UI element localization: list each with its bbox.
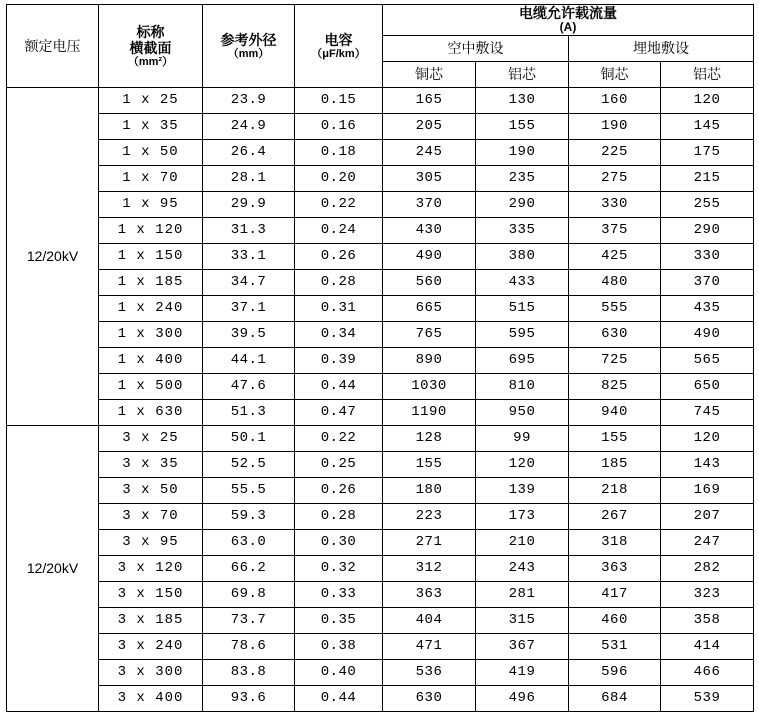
table-row: [7, 295, 754, 321]
cell-reference-diameter: 29.9: [203, 191, 295, 217]
cell-air-aluminum: 695: [476, 347, 569, 373]
cell-nominal-section: 1 x 95: [99, 191, 203, 217]
cell-air-aluminum: 235: [476, 165, 569, 191]
cell-buried-copper: 190: [569, 113, 661, 139]
cell-air-aluminum: 190: [476, 139, 569, 165]
cell-buried-copper: 218: [569, 477, 661, 503]
cell-reference-diameter: 23.9: [203, 87, 295, 113]
cell-buried-aluminum: 539: [661, 685, 754, 711]
cell-air-aluminum: 950: [476, 399, 569, 425]
cell-buried-aluminum: 466: [661, 659, 754, 685]
header-ampacity: [383, 5, 754, 36]
cell-nominal-section: 3 x 400: [99, 685, 203, 711]
cell-capacitance: 0.15: [295, 87, 383, 113]
cable-specification-table: [6, 4, 754, 712]
cell-reference-diameter: 73.7: [203, 607, 295, 633]
cell-nominal-section: 1 x 70: [99, 165, 203, 191]
cell-buried-copper: 155: [569, 425, 661, 451]
table-row: [7, 425, 754, 451]
cell-air-aluminum: 419: [476, 659, 569, 685]
cell-air-aluminum: 173: [476, 503, 569, 529]
header-buried-aluminum: 铝芯: [661, 61, 754, 87]
cell-buried-copper: 425: [569, 243, 661, 269]
cell-reference-diameter: 26.4: [203, 139, 295, 165]
cell-capacitance: 0.44: [295, 373, 383, 399]
cell-buried-copper: 460: [569, 607, 661, 633]
cell-nominal-section: 1 x 120: [99, 217, 203, 243]
cell-nominal-section: 3 x 150: [99, 581, 203, 607]
cell-air-aluminum: 433: [476, 269, 569, 295]
cell-capacitance: 0.40: [295, 659, 383, 685]
table-row: [7, 581, 754, 607]
cell-nominal-section: 1 x 400: [99, 347, 203, 373]
table-row: [7, 139, 754, 165]
cell-air-aluminum: 120: [476, 451, 569, 477]
table-row: [7, 113, 754, 139]
cell-air-copper: 245: [383, 139, 476, 165]
cell-nominal-section: 3 x 35: [99, 451, 203, 477]
rated-voltage-cell: 12/20kV: [7, 87, 99, 425]
cell-air-copper: 890: [383, 347, 476, 373]
cell-buried-aluminum: 435: [661, 295, 754, 321]
cell-capacitance: 0.38: [295, 633, 383, 659]
cell-buried-copper: 160: [569, 87, 661, 113]
cell-reference-diameter: 34.7: [203, 269, 295, 295]
header-air-copper: 铜芯: [383, 61, 476, 87]
cell-buried-copper: 363: [569, 555, 661, 581]
table-row: [7, 269, 754, 295]
cell-air-copper: 471: [383, 633, 476, 659]
cell-buried-aluminum: 290: [661, 217, 754, 243]
cell-capacitance: 0.35: [295, 607, 383, 633]
cell-buried-copper: 684: [569, 685, 661, 711]
header-group-buried: 埋地敷设: [569, 35, 754, 61]
cell-nominal-section: 1 x 300: [99, 321, 203, 347]
cell-buried-aluminum: 175: [661, 139, 754, 165]
table-row: [7, 659, 754, 685]
cell-reference-diameter: 52.5: [203, 451, 295, 477]
cell-air-aluminum: 99: [476, 425, 569, 451]
cell-buried-aluminum: 120: [661, 425, 754, 451]
cell-nominal-section: 3 x 185: [99, 607, 203, 633]
cell-reference-diameter: 37.1: [203, 295, 295, 321]
cell-capacitance: 0.26: [295, 243, 383, 269]
cell-air-copper: 404: [383, 607, 476, 633]
cell-nominal-section: 1 x 240: [99, 295, 203, 321]
cell-air-copper: 155: [383, 451, 476, 477]
cell-reference-diameter: 55.5: [203, 477, 295, 503]
cell-air-aluminum: 243: [476, 555, 569, 581]
cell-buried-copper: 825: [569, 373, 661, 399]
table-row: [7, 321, 754, 347]
header-ampacity-unit: (A): [559, 20, 577, 35]
cell-air-copper: 165: [383, 87, 476, 113]
cell-nominal-section: 1 x 50: [99, 139, 203, 165]
cell-buried-copper: 480: [569, 269, 661, 295]
header-capacitance: [295, 5, 383, 88]
cell-buried-copper: 596: [569, 659, 661, 685]
header-buried-copper: 铜芯: [569, 61, 661, 87]
header-ampacity-label: 电缆允许载流量: [519, 5, 617, 21]
cell-air-aluminum: 380: [476, 243, 569, 269]
cell-nominal-section: 3 x 95: [99, 529, 203, 555]
cell-buried-copper: 275: [569, 165, 661, 191]
cell-air-copper: 765: [383, 321, 476, 347]
cell-buried-copper: 330: [569, 191, 661, 217]
header-nominal-section-unit: （mm²）: [127, 55, 174, 68]
cell-air-aluminum: 210: [476, 529, 569, 555]
cell-air-copper: 490: [383, 243, 476, 269]
cell-reference-diameter: 50.1: [203, 425, 295, 451]
cell-reference-diameter: 59.3: [203, 503, 295, 529]
cell-buried-aluminum: 169: [661, 477, 754, 503]
cell-air-copper: 363: [383, 581, 476, 607]
cell-air-copper: 370: [383, 191, 476, 217]
cell-air-aluminum: 281: [476, 581, 569, 607]
cell-air-copper: 536: [383, 659, 476, 685]
cell-air-copper: 630: [383, 685, 476, 711]
cell-buried-copper: 725: [569, 347, 661, 373]
cell-air-copper: 430: [383, 217, 476, 243]
cell-buried-copper: 185: [569, 451, 661, 477]
cell-buried-aluminum: 330: [661, 243, 754, 269]
cell-capacitance: 0.24: [295, 217, 383, 243]
cell-air-copper: 560: [383, 269, 476, 295]
cell-air-aluminum: 810: [476, 373, 569, 399]
cell-nominal-section: 1 x 185: [99, 269, 203, 295]
table-row: [7, 451, 754, 477]
cell-reference-diameter: 63.0: [203, 529, 295, 555]
cell-capacitance: 0.25: [295, 451, 383, 477]
cell-buried-copper: 630: [569, 321, 661, 347]
table-row: [7, 477, 754, 503]
cell-air-aluminum: 515: [476, 295, 569, 321]
cell-capacitance: 0.44: [295, 685, 383, 711]
cell-buried-copper: 267: [569, 503, 661, 529]
cell-buried-copper: 225: [569, 139, 661, 165]
cell-buried-aluminum: 143: [661, 451, 754, 477]
table-row: [7, 165, 754, 191]
table-row: [7, 243, 754, 269]
table-row: [7, 555, 754, 581]
cell-capacitance: 0.28: [295, 269, 383, 295]
cell-nominal-section: 1 x 500: [99, 373, 203, 399]
table-row: [7, 529, 754, 555]
cell-buried-aluminum: 215: [661, 165, 754, 191]
cell-reference-diameter: 28.1: [203, 165, 295, 191]
cell-air-copper: 223: [383, 503, 476, 529]
header-capacitance-unit: （μF/km）: [311, 47, 366, 60]
cell-buried-aluminum: 282: [661, 555, 754, 581]
cell-buried-copper: 318: [569, 529, 661, 555]
cell-buried-copper: 417: [569, 581, 661, 607]
cell-air-copper: 665: [383, 295, 476, 321]
header-rated-voltage: 额定电压: [7, 5, 99, 88]
cell-air-aluminum: 367: [476, 633, 569, 659]
cell-nominal-section: 3 x 50: [99, 477, 203, 503]
cell-reference-diameter: 93.6: [203, 685, 295, 711]
table-row: [7, 191, 754, 217]
cell-reference-diameter: 51.3: [203, 399, 295, 425]
cell-nominal-section: 3 x 120: [99, 555, 203, 581]
cell-air-aluminum: 496: [476, 685, 569, 711]
cell-capacitance: 0.34: [295, 321, 383, 347]
cell-capacitance: 0.30: [295, 529, 383, 555]
table-header: [7, 5, 754, 88]
header-air-aluminum: 铝芯: [476, 61, 569, 87]
header-nominal-section-line2: 横截面: [129, 39, 172, 56]
header-reference-diameter: [203, 5, 295, 88]
cell-buried-copper: 940: [569, 399, 661, 425]
cell-nominal-section: 1 x 35: [99, 113, 203, 139]
table-row: [7, 87, 754, 113]
cell-nominal-section: 1 x 630: [99, 399, 203, 425]
cell-reference-diameter: 47.6: [203, 373, 295, 399]
cell-air-aluminum: 315: [476, 607, 569, 633]
cell-reference-diameter: 78.6: [203, 633, 295, 659]
cell-capacitance: 0.18: [295, 139, 383, 165]
header-row-1: [7, 5, 754, 36]
cell-capacitance: 0.22: [295, 425, 383, 451]
cell-air-aluminum: 139: [476, 477, 569, 503]
cell-buried-copper: 531: [569, 633, 661, 659]
header-nominal-section: [99, 5, 203, 88]
cell-buried-aluminum: 414: [661, 633, 754, 659]
header-nominal-section-line1: 标称: [136, 23, 165, 40]
table-row: [7, 399, 754, 425]
cell-capacitance: 0.28: [295, 503, 383, 529]
cell-air-copper: 1030: [383, 373, 476, 399]
cell-air-copper: 180: [383, 477, 476, 503]
cell-reference-diameter: 44.1: [203, 347, 295, 373]
cell-air-copper: 1190: [383, 399, 476, 425]
cell-buried-aluminum: 745: [661, 399, 754, 425]
cell-reference-diameter: 33.1: [203, 243, 295, 269]
cell-air-copper: 271: [383, 529, 476, 555]
cell-buried-aluminum: 565: [661, 347, 754, 373]
cell-reference-diameter: 24.9: [203, 113, 295, 139]
cell-nominal-section: 3 x 240: [99, 633, 203, 659]
cell-air-aluminum: 130: [476, 87, 569, 113]
table-row: [7, 607, 754, 633]
cell-buried-aluminum: 207: [661, 503, 754, 529]
header-group-air: 空中敷设: [383, 35, 569, 61]
cell-reference-diameter: 83.8: [203, 659, 295, 685]
rated-voltage-cell: 12/20kV: [7, 425, 99, 711]
cell-nominal-section: 1 x 150: [99, 243, 203, 269]
table-row: [7, 217, 754, 243]
cell-buried-aluminum: 120: [661, 87, 754, 113]
cell-air-copper: 305: [383, 165, 476, 191]
cell-buried-aluminum: 490: [661, 321, 754, 347]
cell-buried-aluminum: 370: [661, 269, 754, 295]
table-row: [7, 373, 754, 399]
table-row: [7, 685, 754, 711]
cell-buried-aluminum: 358: [661, 607, 754, 633]
cell-capacitance: 0.39: [295, 347, 383, 373]
header-capacitance-label: 电容: [324, 31, 353, 48]
cell-capacitance: 0.32: [295, 555, 383, 581]
cell-capacitance: 0.20: [295, 165, 383, 191]
cell-nominal-section: 3 x 300: [99, 659, 203, 685]
cell-reference-diameter: 31.3: [203, 217, 295, 243]
cell-buried-copper: 375: [569, 217, 661, 243]
header-reference-diameter-unit: （mm）: [227, 47, 270, 60]
cell-reference-diameter: 66.2: [203, 555, 295, 581]
cell-capacitance: 0.33: [295, 581, 383, 607]
cell-capacitance: 0.31: [295, 295, 383, 321]
cell-buried-copper: 555: [569, 295, 661, 321]
cell-air-aluminum: 290: [476, 191, 569, 217]
cell-capacitance: 0.16: [295, 113, 383, 139]
cell-nominal-section: 3 x 70: [99, 503, 203, 529]
cell-capacitance: 0.26: [295, 477, 383, 503]
table-body: [7, 87, 754, 711]
cell-reference-diameter: 39.5: [203, 321, 295, 347]
table-row: [7, 503, 754, 529]
cell-nominal-section: 3 x 25: [99, 425, 203, 451]
cell-air-copper: 312: [383, 555, 476, 581]
cell-nominal-section: 1 x 25: [99, 87, 203, 113]
cell-buried-aluminum: 323: [661, 581, 754, 607]
cell-reference-diameter: 69.8: [203, 581, 295, 607]
cell-air-aluminum: 155: [476, 113, 569, 139]
cell-buried-aluminum: 255: [661, 191, 754, 217]
cell-air-aluminum: 595: [476, 321, 569, 347]
header-reference-diameter-label: 参考外径: [220, 31, 277, 48]
cell-buried-aluminum: 145: [661, 113, 754, 139]
table-row: [7, 347, 754, 373]
cell-buried-aluminum: 650: [661, 373, 754, 399]
cell-capacitance: 0.47: [295, 399, 383, 425]
cell-air-aluminum: 335: [476, 217, 569, 243]
cell-buried-aluminum: 247: [661, 529, 754, 555]
table-row: [7, 633, 754, 659]
cell-capacitance: 0.22: [295, 191, 383, 217]
cell-air-copper: 205: [383, 113, 476, 139]
cell-air-copper: 128: [383, 425, 476, 451]
